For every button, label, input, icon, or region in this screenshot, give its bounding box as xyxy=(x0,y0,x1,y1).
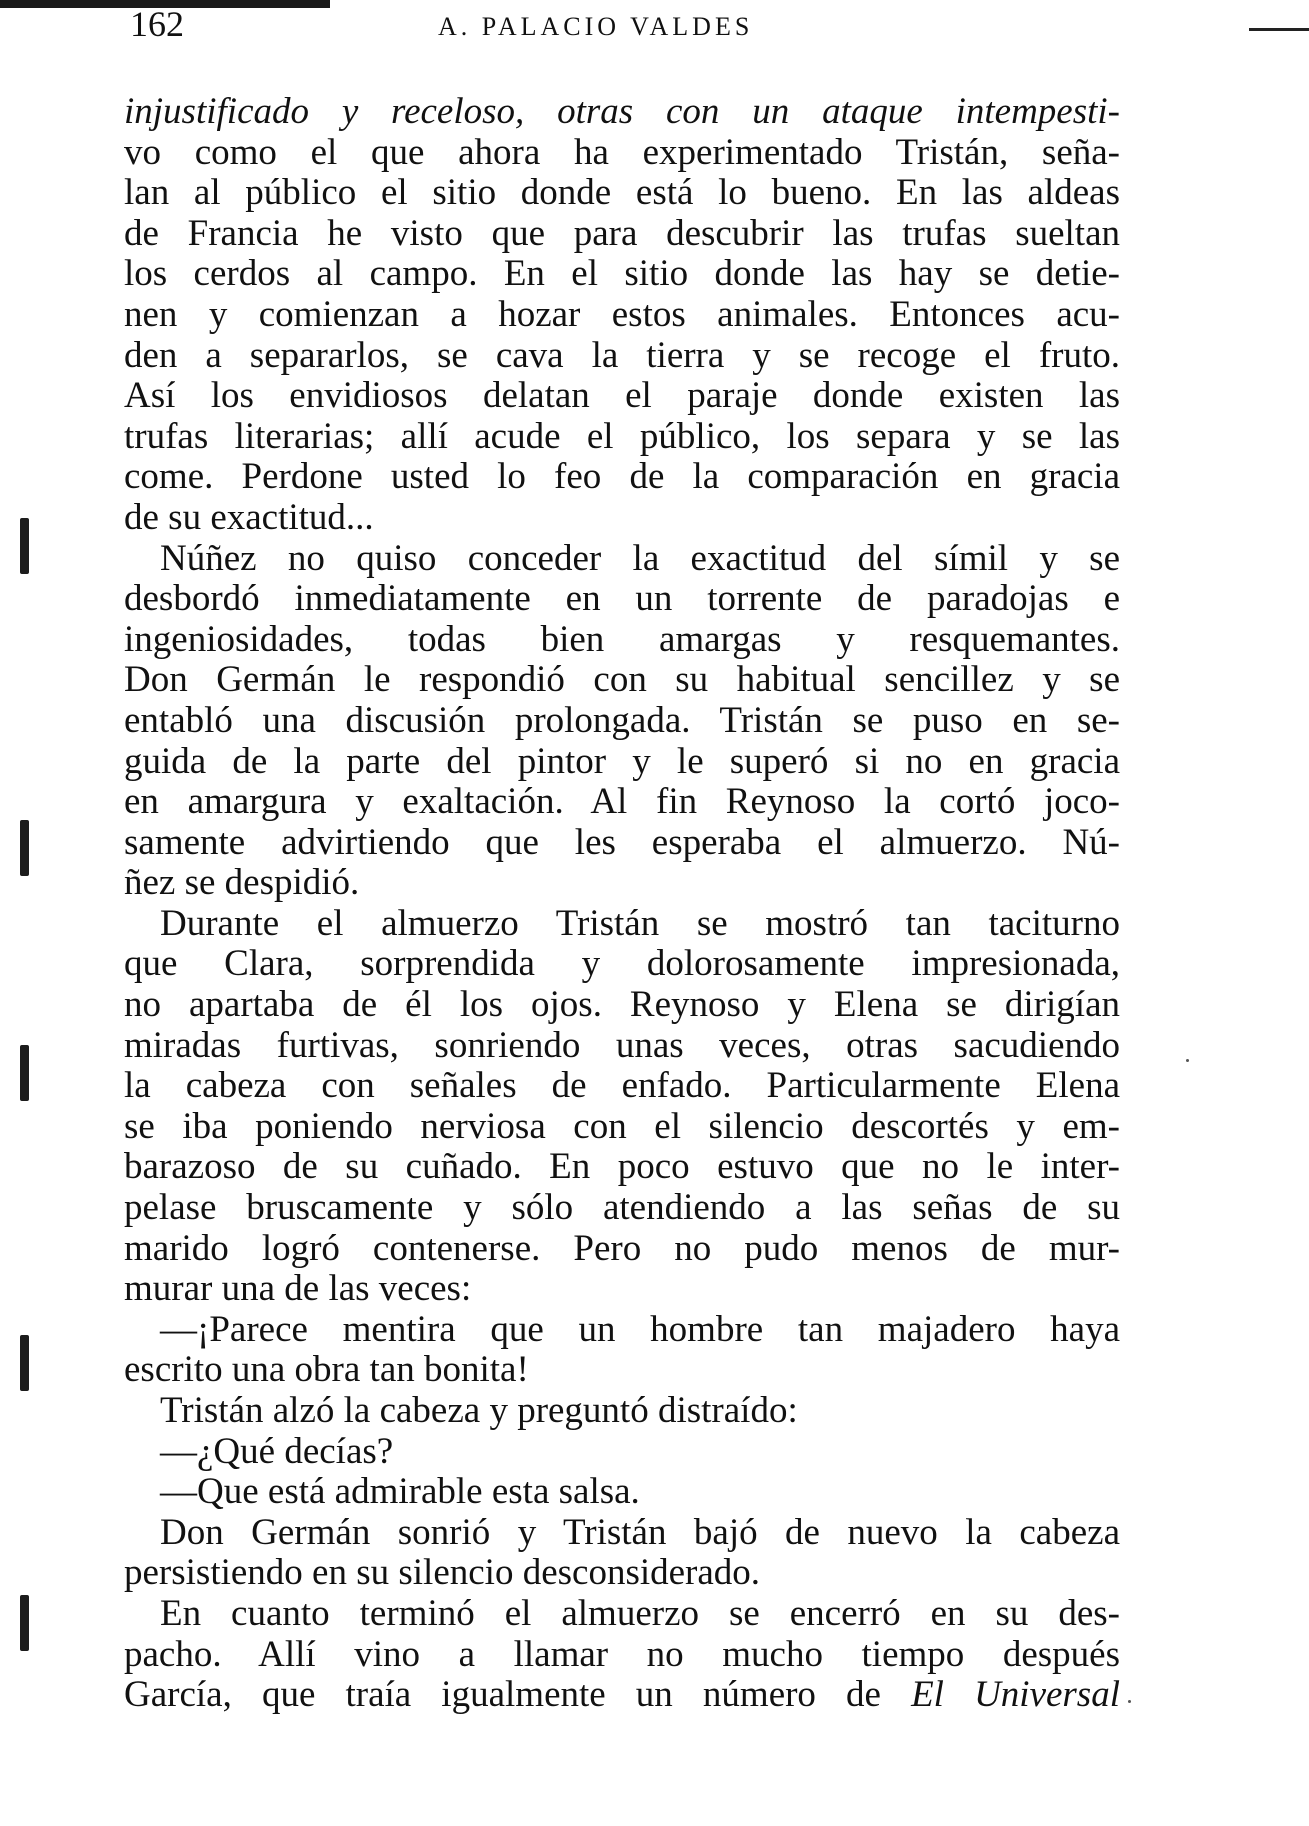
text-segment: pacho. Allí vino a llamar no mucho tiempo después xyxy=(124,1633,1120,1675)
text-line xyxy=(124,295,1120,336)
text-segment: de Francia he visto que para descubrir las trufas sueltan xyxy=(124,212,1120,254)
text-segment: —¿Qué decías? xyxy=(160,1430,394,1472)
text-line xyxy=(124,620,1120,661)
text-line xyxy=(124,214,1120,255)
text-line xyxy=(124,985,1120,1026)
text-line xyxy=(124,1350,1120,1391)
text-segment: García, que traía igualmente un número de xyxy=(124,1674,912,1716)
text-line xyxy=(124,742,1120,783)
text-segment: desbordó inmediatamente en un torrente de paradojas e xyxy=(124,578,1120,620)
text-segment: Durante el almuerzo Tristán se mostró tan taciturno xyxy=(160,902,1120,944)
text-segment: otras con un ataque intempesti- xyxy=(557,91,1120,132)
text-segment: los cerdos al campo. En el sitio donde las hay se detie- xyxy=(124,253,1120,295)
binding-mark xyxy=(20,1045,29,1101)
binding-mark xyxy=(20,518,29,574)
text-segment: injustificado y receloso, xyxy=(124,91,558,132)
text-line xyxy=(124,336,1120,377)
text-line xyxy=(124,1594,1120,1635)
text-line xyxy=(124,579,1120,620)
text-line xyxy=(124,701,1120,742)
text-line xyxy=(124,1675,1120,1716)
text-line xyxy=(124,660,1120,701)
scan-edge-dash xyxy=(1249,28,1309,31)
page-header xyxy=(130,4,1130,44)
text-line xyxy=(124,1066,1120,1107)
text-segment: que Clara, sorprendida y dolorosamente impresionada, xyxy=(124,943,1120,985)
text-line xyxy=(124,1513,1120,1554)
text-line xyxy=(124,904,1120,945)
text-segment: escrito una obra tan bonita! xyxy=(124,1349,529,1391)
text-segment: de su exactitud... xyxy=(124,496,374,538)
text-line xyxy=(124,944,1120,985)
page-number: 162 xyxy=(130,4,184,44)
text-line xyxy=(124,457,1120,498)
text-segment: trufas literarias; allí acude el público, los separa y se las xyxy=(124,415,1120,457)
text-segment: lan al público el sitio donde está lo bueno. En las aldeas xyxy=(124,172,1120,214)
text-line xyxy=(124,1432,1120,1473)
text-line xyxy=(124,539,1120,580)
text-segment: persistiendo en su silencio desconsiderado. xyxy=(124,1552,761,1594)
text-segment: Tristán alzó la cabeza y preguntó distraído: xyxy=(160,1390,798,1431)
text-line xyxy=(124,1635,1120,1676)
text-line xyxy=(124,173,1120,214)
text-line xyxy=(124,376,1120,417)
text-segment: Don Germán sonrió y Tristán bajó de nuevo la cabeza xyxy=(160,1511,1120,1553)
running-title: A. PALACIO VALDES xyxy=(438,12,754,41)
text-segment: El Universal xyxy=(911,1674,1120,1716)
binding-mark xyxy=(20,1335,29,1391)
text-line xyxy=(124,1310,1120,1351)
text-segment: barazoso de su cuñado. En poco estuvo que no le inter- xyxy=(124,1146,1120,1188)
scan-speck xyxy=(1186,1059,1189,1062)
text-segment: vo como el que ahora ha experimentado Tristán, seña- xyxy=(124,131,1120,173)
text-line xyxy=(124,133,1120,174)
text-segment: ñez se despidió. xyxy=(124,862,360,904)
text-line xyxy=(124,1107,1120,1148)
text-segment: en amargura y exaltación. Al fin Reynoso la cortó joco- xyxy=(124,781,1120,823)
text-line xyxy=(124,1269,1120,1310)
text-line xyxy=(124,863,1120,904)
body-text xyxy=(124,92,1120,1716)
text-segment: entabló una discusión prolongada. Tristán se puso en se- xyxy=(124,699,1120,741)
text-segment: den a separarlos, se cava la tierra y se recoge el fruto. xyxy=(124,334,1120,376)
text-segment: Núñez no quiso conceder la exactitud del símil y se xyxy=(160,537,1120,579)
text-segment: murar una de las veces: xyxy=(124,1268,472,1310)
binding-mark xyxy=(20,820,29,876)
text-line xyxy=(124,1553,1120,1594)
text-segment: —¡Parece mentira que un hombre tan majadero haya xyxy=(160,1308,1120,1350)
text-segment: guida de la parte del pintor y le superó si no en gracia xyxy=(124,740,1120,782)
scan-speck xyxy=(1128,1700,1131,1703)
text-line xyxy=(124,498,1120,539)
text-segment: samente advirtiendo que les esperaba el almuerzo. Nú- xyxy=(124,821,1120,863)
text-line xyxy=(124,92,1120,133)
text-line xyxy=(124,1229,1120,1270)
text-segment: pelase bruscamente y sólo atendiendo a las señas de su xyxy=(124,1187,1120,1229)
text-segment: —Que está admirable esta salsa. xyxy=(160,1471,640,1513)
text-segment: la cabeza con señales de enfado. Particularmente Elena xyxy=(124,1065,1120,1107)
text-line xyxy=(124,254,1120,295)
text-line xyxy=(124,1147,1120,1188)
text-line xyxy=(124,823,1120,864)
text-segment: En cuanto terminó el almuerzo se encerró en su des- xyxy=(160,1592,1120,1634)
text-segment: Don Germán le respondió con su habitual sencillez y se xyxy=(124,659,1120,701)
text-segment: miradas furtivas, sonriendo unas veces, otras sacudiendo xyxy=(124,1024,1120,1066)
text-segment: come. Perdone usted lo feo de la comparación en gracia xyxy=(124,456,1120,498)
text-segment: marido logró contenerse. Pero no pudo menos de mur- xyxy=(124,1227,1120,1269)
text-line xyxy=(124,1026,1120,1067)
text-segment: Así los envidiosos delatan el paraje donde existen las xyxy=(124,375,1120,417)
binding-mark xyxy=(20,1595,29,1651)
text-segment: se iba poniendo nerviosa con el silencio descortés y em- xyxy=(124,1105,1120,1147)
text-line xyxy=(124,417,1120,458)
text-segment: no apartaba de él los ojos. Reynoso y Elena se dirigían xyxy=(124,984,1120,1026)
text-segment: nen y comienzan a hozar estos animales. Entonces acu- xyxy=(124,293,1120,335)
text-segment: ingeniosidades, todas bien amargas y resquemantes. xyxy=(124,618,1120,660)
text-line xyxy=(124,1391,1120,1432)
text-line xyxy=(124,1472,1120,1513)
text-line xyxy=(124,1188,1120,1229)
text-line xyxy=(124,782,1120,823)
